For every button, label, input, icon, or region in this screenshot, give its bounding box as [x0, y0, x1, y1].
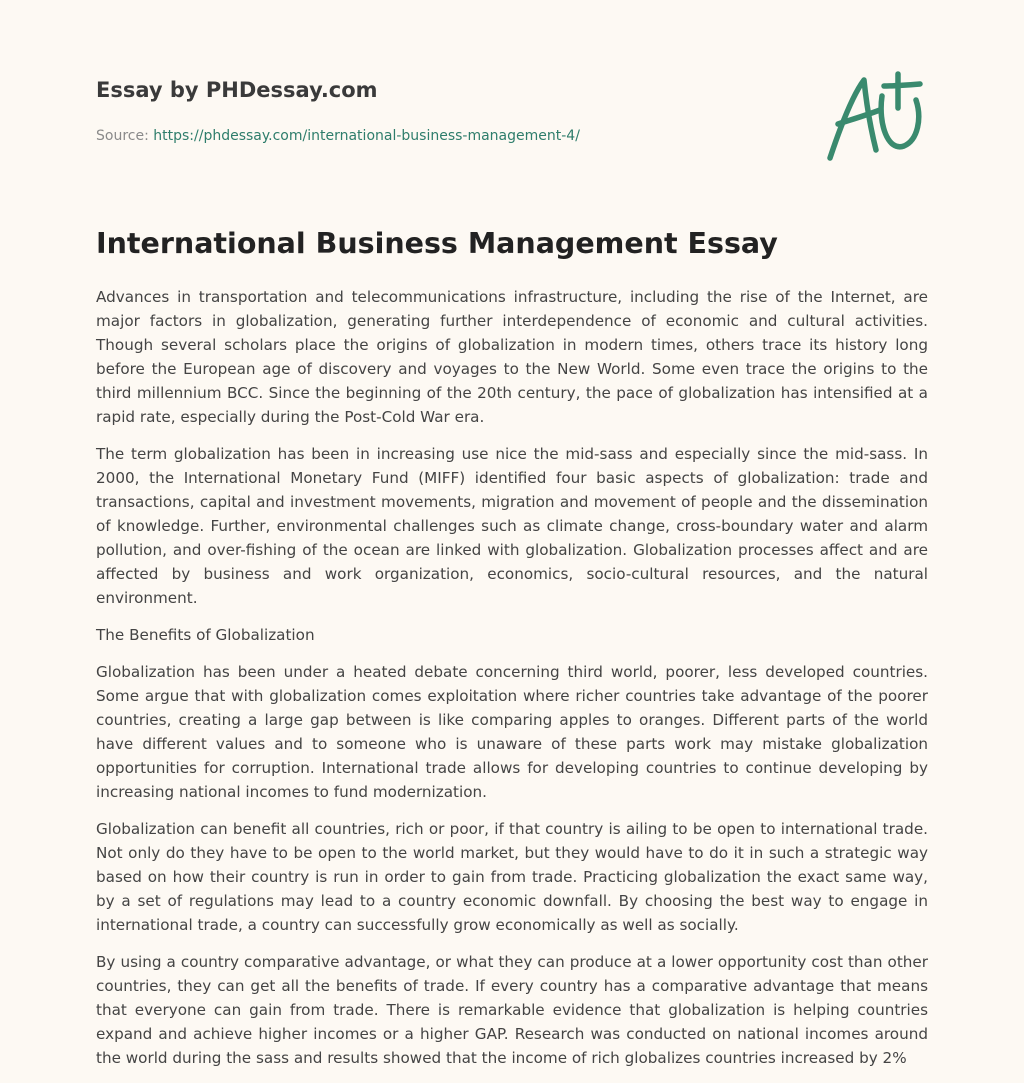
source-link[interactable]: https://phdessay.com/international-business-management-4/ [153, 128, 580, 144]
essay-title: International Business Management Essay [96, 227, 778, 260]
paragraph: By using a country comparative advantage, or what they can produce at a lower opportunity cost than other countries, they can get all the benefits of trade. If every country has a comparative advantage that means that everyone can gain from trade. There is remarkable evidence that globalization is helping countries expand and achieve higher incomes or a higher GAP. Research was conducted on national incomes around the world during the sass and results showed that the income of rich globalizes countries increased by 2% [96, 953, 928, 1067]
a-plus-logo-icon [818, 66, 930, 166]
source-line [96, 126, 928, 146]
section-heading: The Benefits of Globalization [96, 626, 315, 644]
paragraph: Advances in transportation and telecommunications infrastructure, including the rise of the Internet, are major factors in globalization, generating further interdependence of economic and cultural activities. Though several scholars place the origins of globalization in modern times, others trace its history long before the European age of discovery and voyages to the New World. Some even trace the origins to the third millennium BCC. Since the beginning of the 20th century, the pace of globalization has intensified at a rapid rate, especially during the Post-Cold War era. [96, 288, 928, 426]
paragraph: Globalization can benefit all countries, rich or poor, if that country is ailing to be open to international trade. Not only do they have to be open to the world market, but they would have to do it in such a strategic way based on how their country is run in order to gain from trade. Practicing globalization the exact same way, by a set of regulations may lead to a country economic downfall. By choosing the best way to engage in international trade, a country can successfully grow economically as well as socially. [96, 820, 928, 934]
paragraph: The term globalization has been in increasing use nice the mid-sass and especially since the mid-sass. In 2000, the International Monetary Fund (MIFF) identified four basic aspects of globalization: trade and transactions, capital and investment movements, migration and movement of people and the dissemination of knowledge. Further, environmental challenges such as climate change, cross-boundary water and alarm pollution, and over-fishing of the ocean are linked with globalization. Globalization processes affect and are affected by business and work organization, economics, socio-cultural resources, and the natural environment. [96, 445, 928, 607]
source-label: Source: [96, 128, 154, 144]
brand-title: Essay by PHDessay.com [96, 78, 378, 102]
essay-body [96, 285, 928, 1083]
paragraph: Globalization has been under a heated debate concerning third world, poorer, less developed countries. Some argue that with globalization comes exploitation where richer countries take advantage of the poorer countries, creating a large gap between is like comparing apples to oranges. Different parts of the world have different values and to someone who is unaware of these parts work may mistake globalization opportunities for corruption. International trade allows for developing countries to continue developing by increasing national incomes to fund modernization. [96, 663, 928, 801]
document-header [96, 76, 928, 146]
